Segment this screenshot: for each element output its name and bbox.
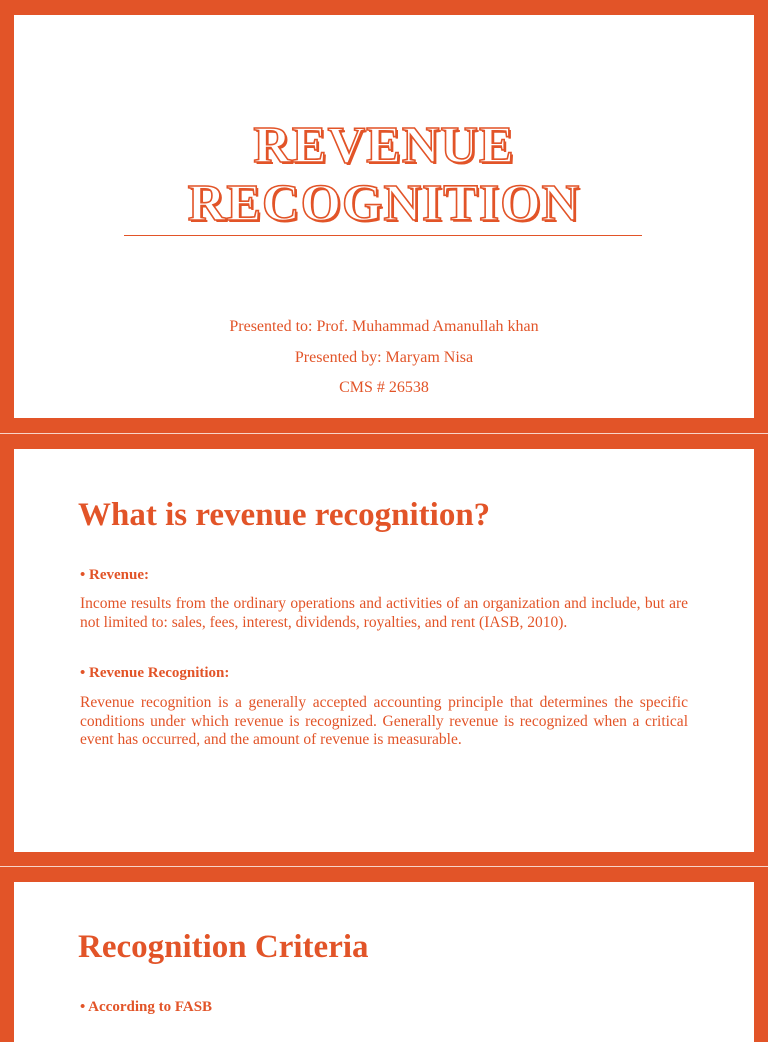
- title-underline: [124, 235, 642, 236]
- title-slide: [14, 15, 754, 418]
- bullet-fasb-label: • According to FASB: [80, 999, 213, 1015]
- slide-divider: [0, 866, 768, 867]
- definition-slide: [14, 449, 754, 852]
- presented-by-text: Presented by: Maryam Nisa: [294, 349, 474, 366]
- bullet-revenue-recognition-label: • Revenue Recognition:: [80, 665, 230, 681]
- criteria-slide: [14, 882, 754, 1042]
- slide-heading: Recognition Criteria: [78, 929, 369, 965]
- slide-title-line-1: REVENUE: [253, 117, 515, 174]
- bullet-revenue-label: • Revenue:: [80, 567, 149, 583]
- slide-title-line-2: RECOGNITION: [187, 175, 581, 232]
- slide-heading: What is revenue recognition?: [78, 497, 491, 533]
- bullet-revenue-text: Income results from the ordinary operations and activities of an organization and include, but are not limited to: sales, fees, interest, dividends, royalties, and rent (IASB, 2010).: [80, 595, 688, 631]
- cms-number-text: CMS # 26538: [339, 379, 429, 396]
- bullet-revenue-recognition-text: Revenue recognition is a generally accepted accounting principle that determines the specific conditions under which revenue is recognized. Generally revenue is recognized when a critical event has occurred, and the amount of revenue is measurable.: [80, 694, 688, 748]
- slide-divider: [0, 433, 768, 434]
- presented-to-text: Presented to: Prof. Muhammad Amanullah khan: [229, 318, 539, 335]
- slide-title: [14, 117, 754, 233]
